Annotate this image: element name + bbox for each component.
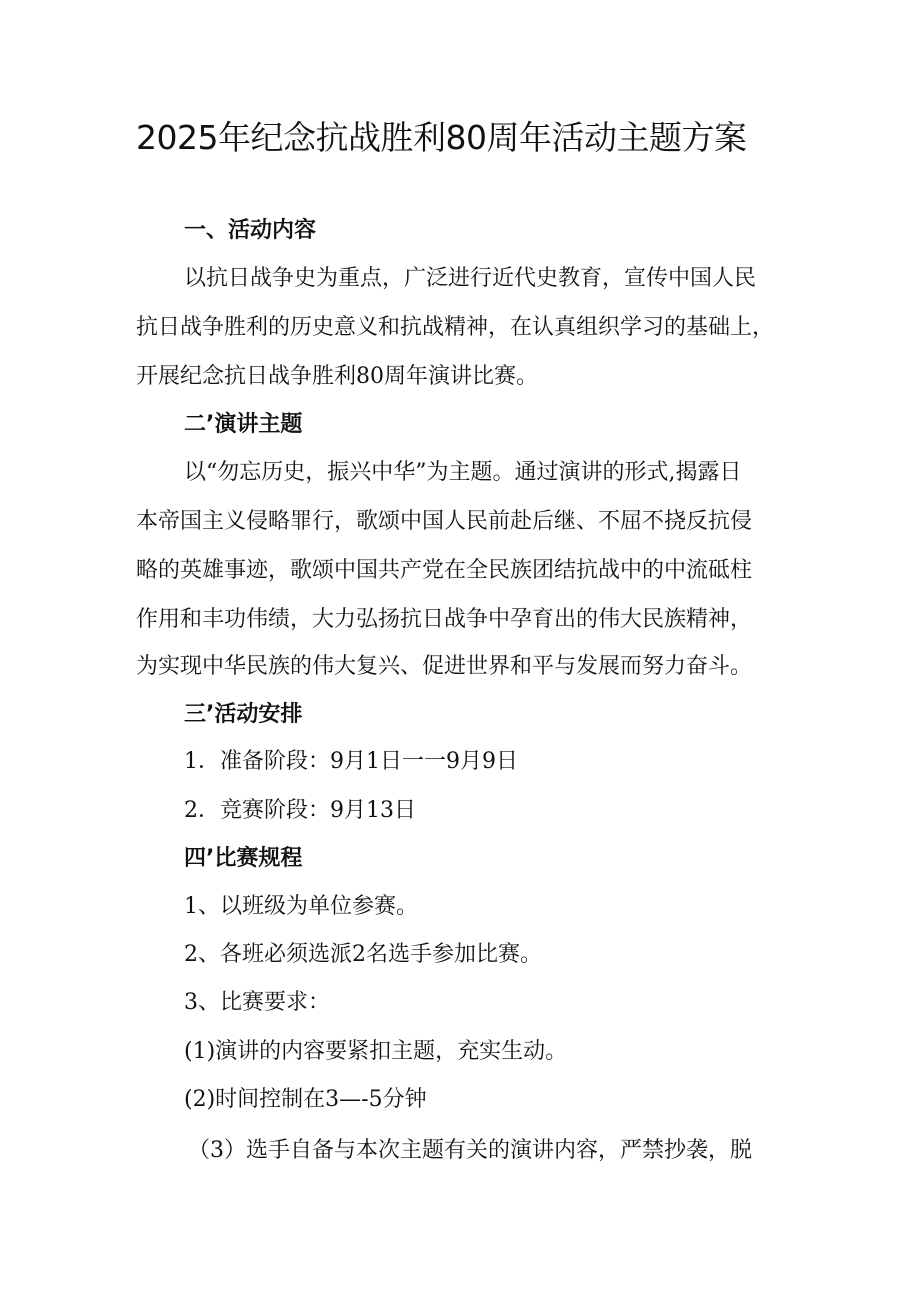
paragraph-line: 开展纪念抗日战争胜利80周年演讲比赛。 xyxy=(136,364,538,389)
section-heading-activity-schedule: 三’活动安排 xyxy=(184,702,303,727)
paragraph-line: 抗日战争胜利的历史意义和抗战精神，在认真组织学习的基础上， xyxy=(136,315,775,340)
document-title: 2025年纪念抗战胜利80周年活动主题方案 xyxy=(136,118,747,157)
section-heading-speech-theme: 二’演讲主题 xyxy=(184,412,303,437)
list-item: 1、以班级为单位参赛。 xyxy=(184,894,418,919)
list-item: 2．竞赛阶段：9月13日 xyxy=(184,798,416,823)
list-item: (1)演讲的内容要紧扣主题，充实生动。 xyxy=(184,1039,568,1064)
paragraph-line: 以抗日战争史为重点，广泛进行近代史教育，宣传中国人民 xyxy=(184,266,757,291)
paragraph-line: 为实现中华民族的伟大复兴、促进世界和平与发展而努力奋斗。 xyxy=(136,654,753,679)
paragraph-line: 本帝国主义侵略罪行，歌颂中国人民前赴后继、不屈不挠反抗侵 xyxy=(136,509,753,534)
list-item: 3、比赛要求： xyxy=(184,990,330,1015)
paragraph-line: 作用和丰功伟绩，大力弘扬抗日战争中孕育出的伟大民族精神， xyxy=(136,607,753,632)
list-item: (2)时间控制在3—-5分钟 xyxy=(184,1087,427,1112)
list-item: （3）选手自备与本次主题有关的演讲内容，严禁抄袭，脱 xyxy=(188,1138,752,1163)
list-item: 1．准备阶段：9月1日一一9月9日 xyxy=(184,749,518,774)
section-heading-activity-content: 一、活动内容 xyxy=(184,218,317,243)
paragraph-line: 以“勿忘历史，振兴中华”为主题。通过演讲的形式,揭露日 xyxy=(184,460,742,485)
section-heading-competition-rules: 四’比赛规程 xyxy=(184,846,303,871)
paragraph-line: 略的英雄事迹，歌颂中国共产党在全民族团结抗战中的中流砥柱 xyxy=(136,558,753,583)
list-item: 2、各班必须选派2名选手参加比赛。 xyxy=(184,942,542,967)
